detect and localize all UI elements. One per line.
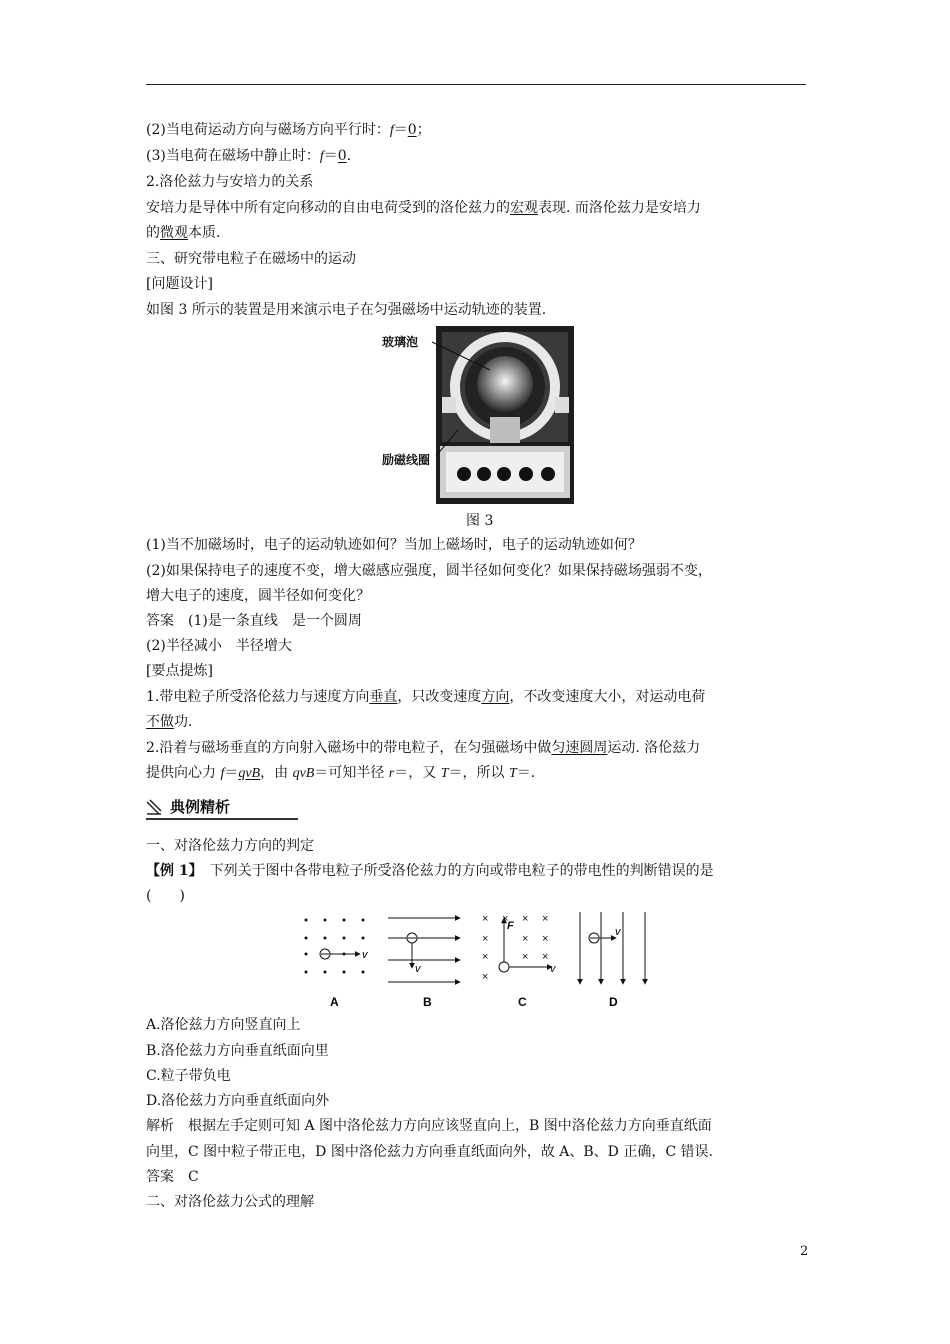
svg-text:v: v — [615, 926, 621, 938]
svg-text:×: × — [542, 933, 549, 945]
svg-text:v: v — [550, 963, 556, 975]
section-heading — [146, 796, 296, 820]
text-line: 二、对洛伦兹力公式的理解 — [146, 1194, 314, 1210]
label-glass-bulb: 玻璃泡 — [382, 335, 419, 349]
text-line: 1.带电粒子所受洛伦兹力与速度方向垂直，只改变速度方向，不改变速度大小，对运动电荷 — [146, 689, 706, 705]
svg-text:v: v — [415, 963, 421, 975]
option-d: D.洛伦兹力方向垂直纸面向外 — [146, 1093, 330, 1109]
option-c: C.粒子带负电 — [146, 1068, 231, 1084]
text-line: [问题设计] — [146, 276, 213, 292]
example-figure — [296, 908, 656, 1012]
panel-c — [482, 913, 557, 1009]
svg-text:×: × — [542, 951, 549, 963]
text-line: 2.洛伦兹力与安培力的关系 — [146, 174, 314, 190]
svg-text:v: v — [362, 949, 368, 961]
answer-line: (2)半径减小 半径增大 — [146, 638, 292, 654]
label-c: C — [518, 995, 527, 1009]
label-b: B — [423, 995, 432, 1009]
text-line: (1)当不加磁场时，电子的运动轨迹如何？当加上磁场时，电子的运动轨迹如何？ — [146, 537, 642, 553]
svg-text:×: × — [522, 951, 529, 963]
text-line: 增大电子的速度，圆半径如何变化？ — [146, 588, 370, 604]
text-line: 提供向心力 f＝qvB，由 qvB＝可知半径 r＝，又 T＝，所以 T＝. — [146, 765, 536, 781]
text-line: 安培力是导体中所有定向移动的自由电荷受到的洛伦兹力的宏观表现. 而洛伦兹力是安培力 — [146, 200, 701, 216]
text-line: 一、对洛伦兹力方向的判定 — [146, 838, 314, 854]
option-b: B.洛伦兹力方向垂直纸面向里 — [146, 1043, 329, 1059]
text-line: (2)如果保持电子的速度不变，增大磁感应强度，圆半径如何变化？如果保持磁场强弱不变， — [146, 563, 712, 579]
svg-text:F: F — [507, 920, 514, 932]
svg-text:×: × — [482, 971, 489, 983]
label-d: D — [609, 995, 618, 1009]
svg-text:×: × — [482, 951, 489, 963]
text-line: 2.沿着与磁场垂直的方向射入磁场中的带电粒子，在匀强磁场中做匀速圆周运动. 洛伦兹力 — [146, 740, 701, 756]
text-line: (2)当电荷运动方向与磁场方向平行时：f＝0； — [146, 122, 431, 138]
svg-text:×: × — [522, 913, 529, 925]
text-line: (3)当电荷在磁场中静止时：f＝0. — [146, 148, 352, 164]
answer-line: 答案 C — [146, 1169, 199, 1185]
page-number: 2 — [800, 1244, 809, 1259]
panel-a — [305, 919, 370, 1010]
label-excitation-coil: 励磁线圈 — [382, 453, 431, 467]
text-line: 三、研究带电粒子在磁场中的运动 — [146, 251, 356, 267]
analysis-line: 解析 根据左手定则可知 A 图中洛伦兹力方向应该竖直向上，B 图中洛伦兹力方向垂直纸面 — [146, 1118, 712, 1134]
section-heading-text: 典例精析 — [170, 798, 231, 816]
panel-d — [580, 912, 645, 1009]
answer-bracket: ( ) — [146, 888, 185, 904]
svg-text:×: × — [482, 913, 489, 925]
example-question: 【例 1】 下列关于图中各带电粒子所受洛伦兹力的方向或带电粒子的带电性的判断错误的是 — [146, 863, 714, 879]
figure-3-apparatus — [380, 322, 580, 508]
svg-text:×: × — [482, 933, 489, 945]
svg-text:×: × — [502, 913, 509, 925]
analysis-line: 向里，C 图中粒子带正电，D 图中洛伦兹力方向垂直纸面向外，故 A、B、D 正确，C 错误. — [146, 1144, 713, 1160]
text-line: 的微观本质. — [146, 225, 221, 241]
text-line: 如图 3 所示的装置是用来演示电子在匀强磁场中运动轨迹的装置. — [146, 302, 547, 318]
glass-bulb — [477, 356, 533, 412]
text-line: [要点提炼] — [146, 663, 213, 679]
section-marker-icon — [146, 799, 162, 815]
option-a: A.洛伦兹力方向竖直向上 — [146, 1017, 301, 1033]
figure-caption: 图 3 — [466, 513, 494, 529]
answer-line: 答案 (1)是一条直线 是一个圆周 — [146, 613, 362, 629]
label-a: A — [330, 995, 339, 1009]
svg-text:×: × — [522, 933, 529, 945]
header-rule — [146, 84, 806, 85]
svg-text:×: × — [542, 913, 549, 925]
text-line: 不做功. — [146, 714, 193, 730]
panel-b — [388, 918, 460, 1009]
